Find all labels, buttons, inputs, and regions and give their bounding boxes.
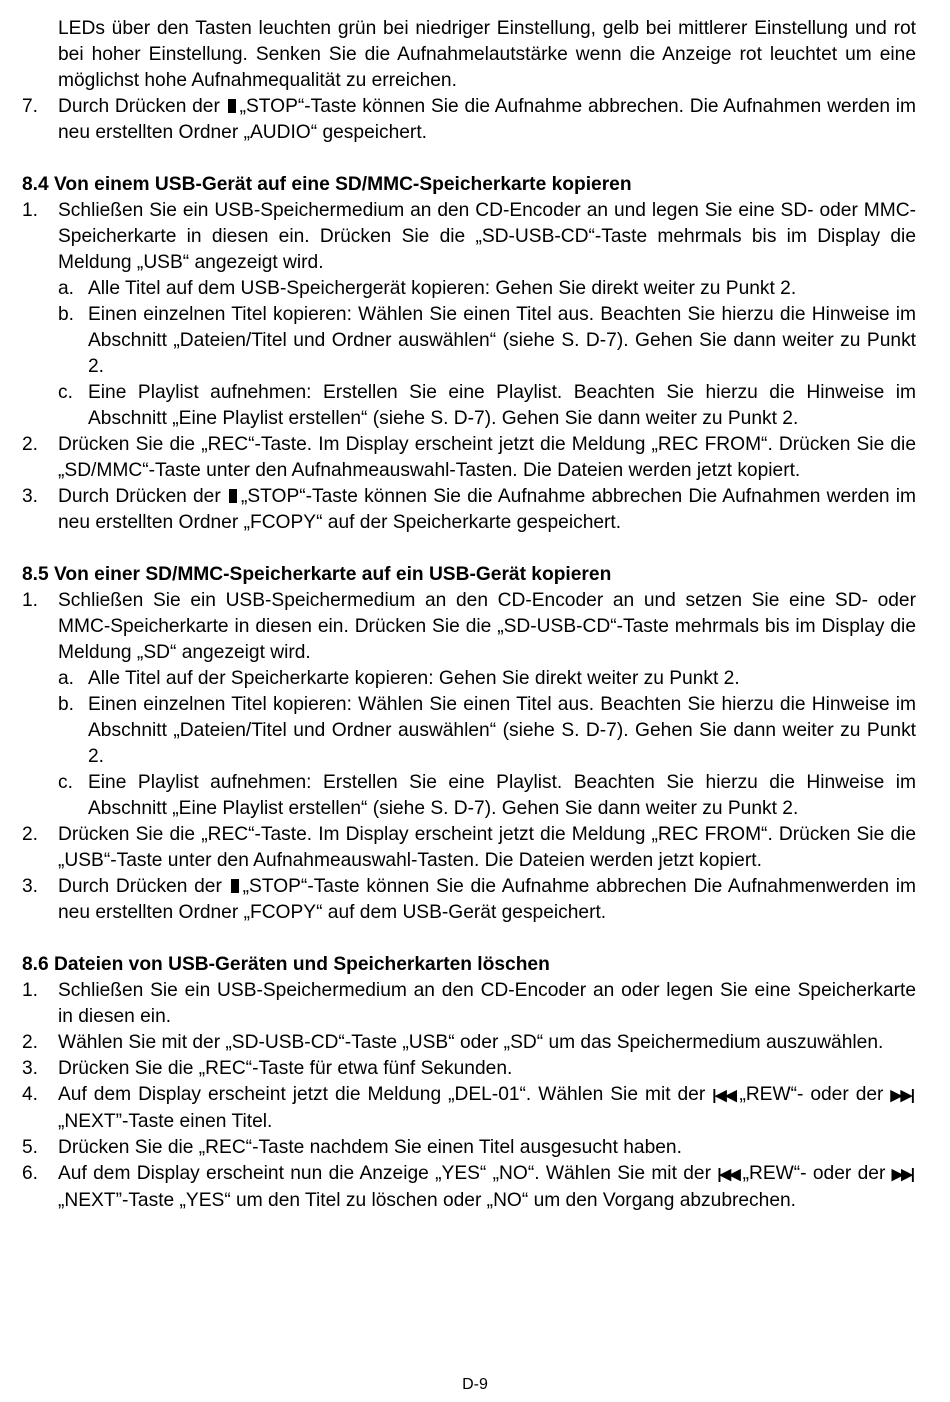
sub-list-item: b. Einen einzelnen Titel kopieren: Wählen Sie einen Titel aus. Beachten Sie hierzu die Hinweise im Abschnitt „Dateien/Titel und Ordner auswählen“ (siehe S. D-7). Gehen Sie dann weiter zu Punkt 2. xyxy=(58,694,916,767)
list-item: 3. Durch Drücken der „STOP“-Taste können Sie die Aufnahme abbrechen Die Aufnahmenwerden im neu erstellten Ordner „FCOPY“ auf dem USB-Gerät gespeichert. xyxy=(22,876,916,923)
list-item: 1. Schließen Sie ein USB-Speichermedium an den CD-Encoder an oder legen Sie eine Speicherkarte in diesen ein. xyxy=(22,980,916,1027)
page-number: D-9 xyxy=(462,1376,488,1393)
list-item: 7. Durch Drücken der „STOP“-Taste können Sie die Aufnahme abbrechen. Die Aufnahmen werden im neu erstellten Ordner „AUDIO“ gespeichert. xyxy=(22,96,916,143)
next-icon: ▶▶| xyxy=(891,1166,912,1183)
next-icon: ▶▶| xyxy=(890,1087,912,1104)
sub-list-item: b. Einen einzelnen Titel kopieren: Wählen Sie einen Titel aus. Beachten Sie hierzu die Hinweise im Abschnitt „Dateien/Titel und Ordner auswählen“ (siehe S. D-7). Gehen Sie dann weiter zu Punkt 2. xyxy=(58,304,916,377)
rewind-icon: |◀◀ xyxy=(717,1166,739,1183)
intro-paragraph: LEDs über den Tasten leuchten grün bei niedriger Einstellung, gelb bei mittlerer Einstellung und rot bei hoher Einstellung. Senken Sie die Aufnahmelautstärke wenn die Anzeige rot leuchtet um eine möglichst hohe Aufnahmequalität zu erreichen. xyxy=(58,18,916,91)
list-item: 6. Auf dem Display erscheint nun die Anzeige „YES“ „NO“. Wählen Sie mit der |◀◀ „REW“- oder der ▶▶|„NEXT”-Taste „YES“ um den Titel zu löschen oder „NO“ um den Vorgang abzubrechen. xyxy=(22,1163,912,1211)
stop-icon xyxy=(228,99,236,113)
sub-list-item: c. Eine Playlist aufnehmen: Erstellen Sie eine Playlist. Beachten Sie hierzu die Hinweise im Abschnitt „Eine Playlist erstellen“ (siehe S. D-7). Gehen Sie dann weiter zu Punkt 2. xyxy=(58,382,916,429)
list-item: 1. Schließen Sie ein USB-Speichermedium an den CD-Encoder an und setzen Sie eine SD- oder MMC-Speicherkarte in diesen ein. Drücken Sie die „SD-USB-CD“-Taste mehrmals bis im Display die Meldung „SD“ angezeigt wird. xyxy=(22,590,916,663)
section-heading-8-4: 8.4 Von einem USB-Gerät auf eine SD/MMC-Speicherkarte kopieren xyxy=(22,174,632,195)
rewind-icon: |◀◀ xyxy=(712,1087,736,1104)
manual-page xyxy=(22,16,916,1214)
section-heading-8-5: 8.5 Von einer SD/MMC-Speicherkarte auf ein USB-Gerät kopieren xyxy=(22,564,612,585)
section-heading-8-6: 8.6 Dateien von USB-Geräten und Speicherkarten löschen xyxy=(22,954,550,975)
list-item: 2. Wählen Sie mit der „SD-USB-CD“-Taste „USB“ oder „SD“ um das Speichermedium auszuwählen. xyxy=(22,1032,884,1053)
sub-list-item: a. Alle Titel auf dem USB-Speichergerät kopieren: Gehen Sie direkt weiter zu Punkt 2. xyxy=(58,278,797,299)
stop-icon xyxy=(229,489,237,503)
list-item: 1. Schließen Sie ein USB-Speichermedium an den CD-Encoder an und legen Sie eine SD- oder MMC-Speicherkarte in diesen ein. Drücken Sie die „SD-USB-CD“-Taste mehrmals bis im Display die Meldung „USB“ angezeigt wird. xyxy=(22,200,916,273)
list-item: 5. Drücken Sie die „REC“-Taste nachdem Sie einen Titel ausgesucht haben. xyxy=(22,1137,682,1158)
list-item: 3. Durch Drücken der „STOP“-Taste können Sie die Aufnahme abbrechen Die Aufnahmen werden im neu erstellten Ordner „FCOPY“ auf der Speicherkarte gespeichert. xyxy=(22,486,917,533)
list-item: 2. Drücken Sie die „REC“-Taste. Im Display erscheint jetzt die Meldung „REC FROM“. Drücken Sie die „USB“-Taste unter den Aufnahmeauswahl-Tasten. Die Dateien werden jetzt kopiert. xyxy=(22,824,916,871)
list-item: 4. Auf dem Display erscheint jetzt die Meldung „DEL-01“. Wählen Sie mit der |◀◀ „REW“- oder der ▶▶|„NEXT”-Taste einen Titel. xyxy=(22,1084,912,1132)
sub-list-item: a. Alle Titel auf der Speicherkarte kopieren: Gehen Sie direkt weiter zu Punkt 2. xyxy=(58,668,740,689)
stop-icon xyxy=(231,879,239,893)
sub-list-item: c. Eine Playlist aufnehmen: Erstellen Sie eine Playlist. Beachten Sie hierzu die Hinweise im Abschnitt „Eine Playlist erstellen“ (siehe S. D-7). Gehen Sie dann weiter zu Punkt 2. xyxy=(58,772,916,819)
list-item: 2. Drücken Sie die „REC“-Taste. Im Display erscheint jetzt die Meldung „REC FROM“. Drücken Sie die „SD/MMC“-Taste unter den Aufnahmeauswahl-Tasten. Die Dateien werden jetzt kopiert. xyxy=(22,434,916,481)
list-item: 3. Drücken Sie die „REC“-Taste für etwa fünf Sekunden. xyxy=(22,1058,513,1079)
